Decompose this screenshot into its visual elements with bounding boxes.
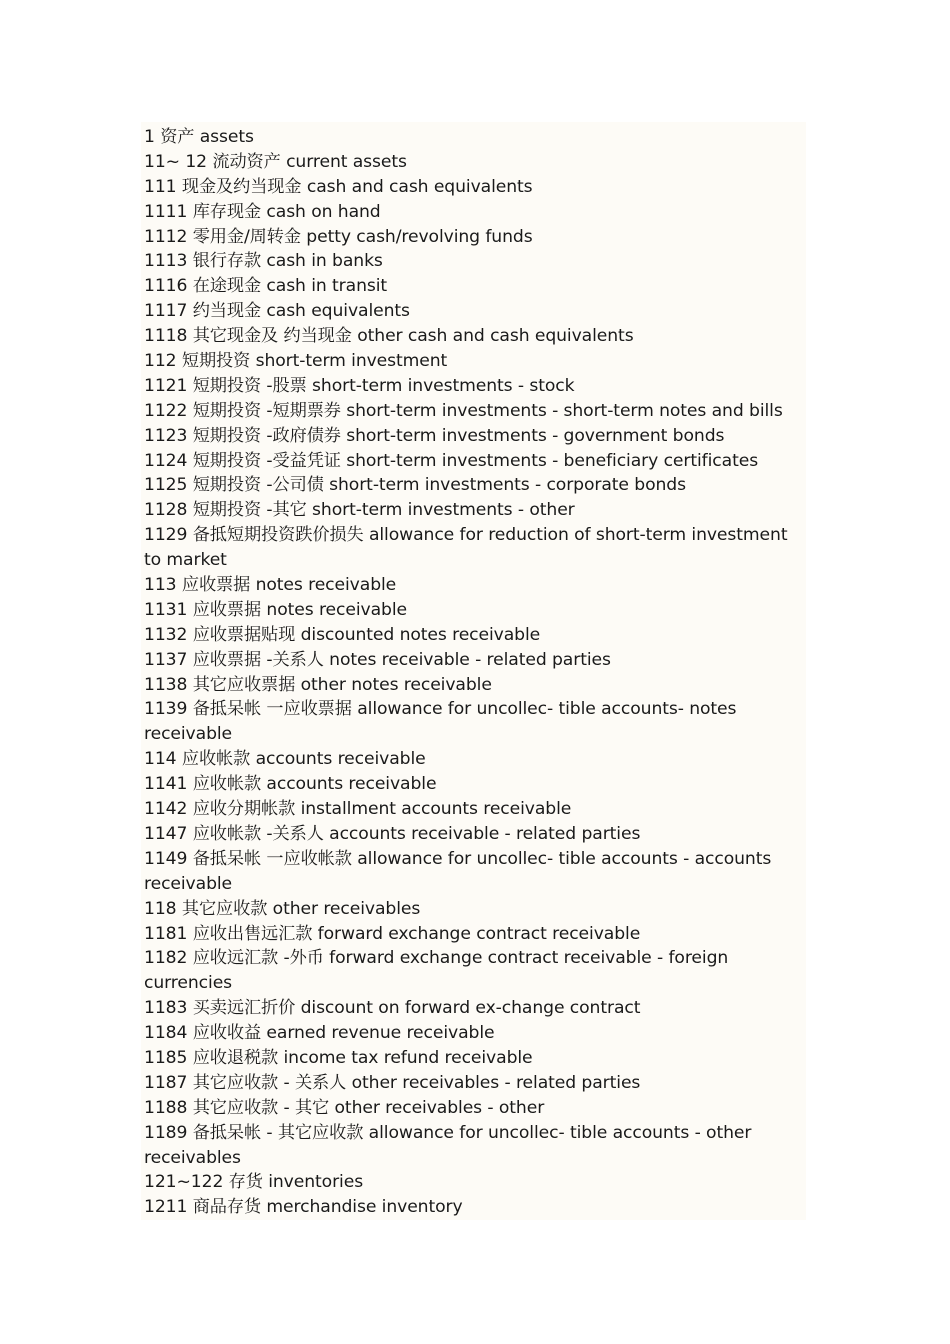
account-line: 1 资产 assets xyxy=(144,127,254,147)
account-line: 1111 库存现金 cash on hand xyxy=(144,201,381,222)
account-line: 1131 应收票据 notes receivable xyxy=(144,599,407,620)
account-line: 1125 短期投资 -公司债 short-term investments - corporate bonds xyxy=(144,475,686,496)
account-line: 1129 备抵短期投资跌价损失 allowance for reduction of short-term investment xyxy=(144,525,788,546)
account-line: 1137 应收票据 -关系人 notes receivable - related parties xyxy=(144,649,611,670)
account-line: 1113 银行存款 cash in banks xyxy=(144,251,383,272)
account-list xyxy=(144,125,806,1220)
account-line: 1188 其它应收款 - 其它 other receivables - other xyxy=(144,1097,545,1118)
account-line: 1138 其它应收票据 other notes receivable xyxy=(144,674,492,695)
account-line: 1183 买卖远汇折价 discount on forward ex-change contract xyxy=(144,998,641,1019)
account-line: 1139 备抵呆帐 一应收票据 allowance for uncollec- tible accounts- notes xyxy=(144,699,737,720)
account-line: 1116 在途现金 cash in transit xyxy=(144,276,388,297)
account-line: 111 现金及约当现金 cash and cash equivalents xyxy=(144,176,533,197)
account-line-continuation: receivable xyxy=(144,873,233,894)
account-line-continuation: to market xyxy=(144,550,227,571)
account-line: 1142 应收分期帐款 installment accounts receivable xyxy=(144,799,572,820)
account-line: 1118 其它现金及 约当现金 other cash and cash equivalents xyxy=(144,326,634,347)
account-line: 1181 应收出售远汇款 forward exchange contract receivable xyxy=(144,923,641,944)
account-line: 113 应收票据 notes receivable xyxy=(144,575,397,596)
account-line: 1121 短期投资 -股票 short-term investments - stock xyxy=(144,375,575,396)
account-line: 121~122 存货 inventories xyxy=(144,1172,364,1193)
account-line: 1189 备抵呆帐 - 其它应收款 allowance for uncollec- tible accounts - other xyxy=(144,1122,752,1143)
account-line: 1122 短期投资 -短期票券 short-term investments - short-term notes and bills xyxy=(144,400,783,421)
account-line: 1185 应收退税款 income tax refund receivable xyxy=(144,1047,533,1068)
account-line-continuation: receivables xyxy=(144,1147,241,1168)
account-line: 1184 应收收益 earned revenue receivable xyxy=(144,1023,495,1044)
account-line: 1147 应收帐款 -关系人 accounts receivable - related parties xyxy=(144,823,641,844)
account-line: 1187 其它应收款 - 关系人 other receivables - related parties xyxy=(144,1072,641,1093)
account-line: 1128 短期投资 -其它 short-term investments - other xyxy=(144,500,575,521)
account-line: 114 应收帐款 accounts receivable xyxy=(144,749,426,770)
account-line: 1211 商品存货 merchandise inventory xyxy=(144,1197,463,1218)
account-line: 112 短期投资 short-term investment xyxy=(144,351,448,372)
account-line: 1117 约当现金 cash equivalents xyxy=(144,301,410,322)
account-line: 1132 应收票据贴现 discounted notes receivable xyxy=(144,624,541,645)
account-line: 1124 短期投资 -受益凭证 short-term investments - beneficiary certificates xyxy=(144,450,759,471)
account-line: 11~ 12 流动资产 current assets xyxy=(144,151,407,172)
account-line: 1123 短期投资 -政府债券 short-term investments - government bonds xyxy=(144,425,725,446)
account-line: 1141 应收帐款 accounts receivable xyxy=(144,774,437,795)
account-line: 1112 零用金/周转金 petty cash/revolving funds xyxy=(144,226,533,247)
account-line: 1182 应收远汇款 -外币 forward exchange contract receivable - foreign xyxy=(144,948,729,969)
account-line: 1149 备抵呆帐 一应收帐款 allowance for uncollec- tible accounts - accounts xyxy=(144,848,772,869)
account-line: 118 其它应收款 other receivables xyxy=(144,898,421,919)
account-line-continuation: currencies xyxy=(144,973,233,994)
account-line-continuation: receivable xyxy=(144,724,233,745)
